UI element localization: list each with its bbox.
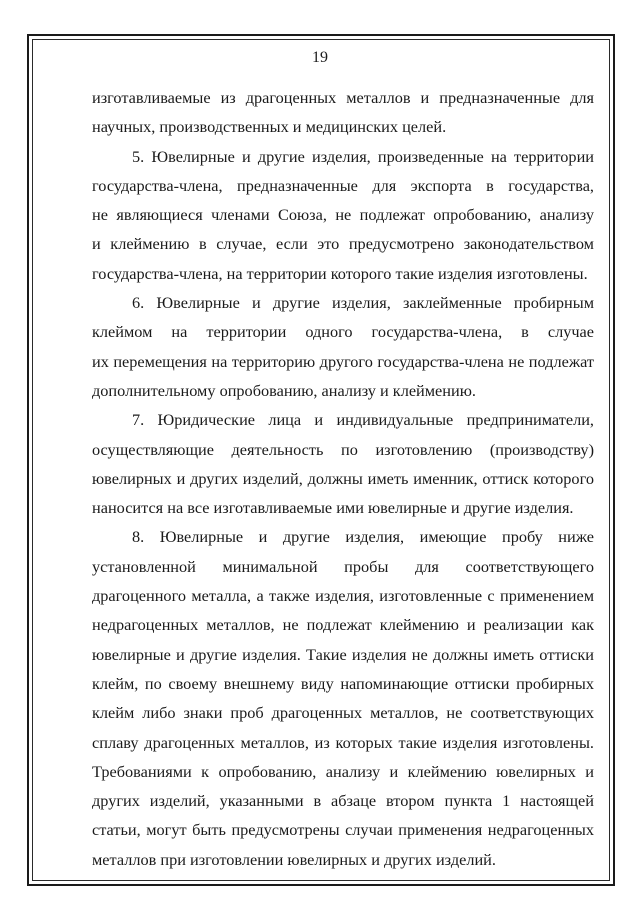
- text-line: изготавливаемые из драгоценных металлов и предназначенные для: [92, 88, 594, 107]
- text-line: ювелирные и другие изделия. Такие изделия не должны иметь оттиски: [92, 644, 594, 664]
- text-line: сплаву драгоценных металлов, из которых такие изделия изготовлены.: [92, 732, 594, 752]
- paragraph-7-first-line: 7. Юридические лица и индивидуальные предприниматели,: [132, 410, 594, 430]
- text-line: дополнительному опробованию, анализу и клеймению.: [92, 380, 476, 400]
- text-line: клеймом на территории одного государства-члена, в случае: [92, 322, 594, 342]
- text-line: клейм либо знаки проб драгоценных металлов, не соответствующих: [92, 703, 594, 723]
- paragraph-6-first-line: 6. Ювелирные и другие изделия, заклейменные пробирным: [132, 293, 594, 313]
- text-line: статьи, могут быть предусмотрены случаи применения недрагоценных: [92, 820, 594, 840]
- text-line: других изделий, указанными в абзаце втором пункта 1 настоящей: [92, 791, 594, 811]
- paragraph-5-first-line: 5. Ювелирные и другие изделия, произведенные на территории: [132, 146, 594, 166]
- text-line: металлов при изготовлении ювелирных и других изделий.: [92, 849, 496, 869]
- text-line: осуществляющие деятельность по изготовлению (производству): [92, 439, 594, 459]
- text-line: и клеймению в случае, если это предусмотрено законодательством: [92, 234, 594, 254]
- text-line: научных, производственных и медицинских целей.: [92, 117, 447, 137]
- page-number: 19: [312, 49, 328, 66]
- text-line: драгоценного металла, а также изделия, изготовленные с применением: [92, 586, 594, 606]
- paragraph-8-first-line: 8. Ювелирные и другие изделия, имеющие пробу ниже: [132, 527, 594, 547]
- text-line: ювелирных и других изделий, должны иметь именник, оттиск которого: [92, 468, 594, 488]
- text-line: Требованиями к опробованию, анализу и клеймению ювелирных и: [92, 761, 594, 781]
- text-line: недрагоценных металлов, не подлежат клеймению и реализации как: [92, 615, 594, 635]
- text-line: наносится на все изготавливаемые ими ювелирные и другие изделия.: [92, 498, 574, 518]
- text-line: государства-члена, на территории которого такие изделия изготовлены.: [92, 263, 588, 283]
- text-line: клейм, по своему внешнему виду напоминающие оттиски пробирных: [92, 673, 594, 693]
- document-body: [92, 83, 594, 874]
- text-line: установленной минимальной пробы для соответствующего: [92, 556, 594, 576]
- text-line: государства-члена, предназначенные для экспорта в государства,: [92, 175, 594, 195]
- text-line: не являющиеся членами Союза, не подлежат опробованию, анализу: [92, 205, 594, 225]
- text-line: их перемещения на территорию другого государства-члена не подлежат: [92, 351, 594, 371]
